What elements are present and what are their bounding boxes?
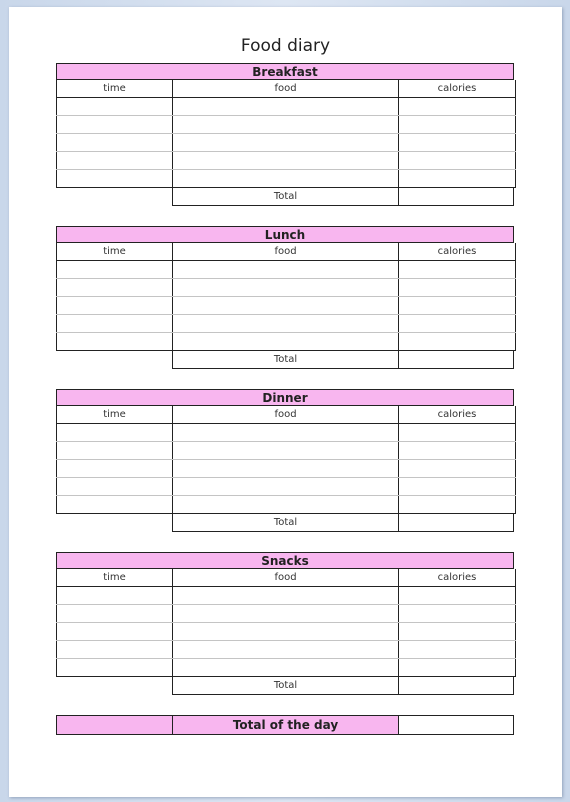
time-cell[interactable] xyxy=(57,297,173,315)
day-total-spacer xyxy=(57,716,173,734)
column-header-calories: calories xyxy=(399,406,516,424)
food-cell[interactable] xyxy=(173,279,399,297)
food-cell[interactable] xyxy=(173,496,399,514)
food-cell[interactable] xyxy=(173,641,399,659)
food-cell[interactable] xyxy=(173,460,399,478)
calories-cell[interactable] xyxy=(399,170,516,188)
calories-cell[interactable] xyxy=(399,641,516,659)
table-row xyxy=(57,587,516,605)
food-cell[interactable] xyxy=(173,297,399,315)
food-cell[interactable] xyxy=(173,315,399,333)
table-row xyxy=(57,641,516,659)
column-header-time: time xyxy=(57,406,173,424)
column-header-time: time xyxy=(57,569,173,587)
section-header: Lunch xyxy=(56,226,514,243)
time-cell[interactable] xyxy=(57,424,173,442)
time-cell[interactable] xyxy=(57,261,173,279)
section-lunch xyxy=(56,226,514,369)
food-cell[interactable] xyxy=(173,424,399,442)
total-row xyxy=(172,677,514,695)
section-header: Breakfast xyxy=(56,63,514,80)
section-breakfast xyxy=(56,63,514,206)
time-cell[interactable] xyxy=(57,478,173,496)
calories-cell[interactable] xyxy=(399,424,516,442)
calories-cell[interactable] xyxy=(399,496,516,514)
time-cell[interactable] xyxy=(57,170,173,188)
time-cell[interactable] xyxy=(57,605,173,623)
time-cell[interactable] xyxy=(57,152,173,170)
time-cell[interactable] xyxy=(57,587,173,605)
table-row xyxy=(57,623,516,641)
meal-table xyxy=(56,406,516,514)
table-row xyxy=(57,442,516,460)
column-header-time: time xyxy=(57,243,173,261)
total-value-cell[interactable] xyxy=(399,514,513,531)
food-cell[interactable] xyxy=(173,152,399,170)
total-label: Total xyxy=(173,351,399,368)
table-row xyxy=(57,98,516,116)
calories-cell[interactable] xyxy=(399,116,516,134)
meal-table xyxy=(56,243,516,351)
calories-cell[interactable] xyxy=(399,659,516,677)
section-snacks xyxy=(56,552,514,695)
day-total-row xyxy=(56,715,514,735)
time-cell[interactable] xyxy=(57,641,173,659)
calories-cell[interactable] xyxy=(399,134,516,152)
table-row xyxy=(57,460,516,478)
total-value-cell[interactable] xyxy=(399,188,513,205)
column-header-food: food xyxy=(173,406,399,424)
food-cell[interactable] xyxy=(173,134,399,152)
table-row xyxy=(57,297,516,315)
time-cell[interactable] xyxy=(57,98,173,116)
total-label: Total xyxy=(173,514,399,531)
table-row xyxy=(57,261,516,279)
calories-cell[interactable] xyxy=(399,442,516,460)
total-value-cell[interactable] xyxy=(399,677,513,694)
time-cell[interactable] xyxy=(57,659,173,677)
time-cell[interactable] xyxy=(57,442,173,460)
time-cell[interactable] xyxy=(57,315,173,333)
calories-cell[interactable] xyxy=(399,623,516,641)
time-cell[interactable] xyxy=(57,134,173,152)
table-row xyxy=(57,605,516,623)
table-row xyxy=(57,659,516,677)
table-row xyxy=(57,134,516,152)
total-value-cell[interactable] xyxy=(399,351,513,368)
column-header-food: food xyxy=(173,80,399,98)
total-row xyxy=(172,188,514,206)
time-cell[interactable] xyxy=(57,623,173,641)
column-header-time: time xyxy=(57,80,173,98)
calories-cell[interactable] xyxy=(399,152,516,170)
day-total-label: Total of the day xyxy=(173,716,399,734)
column-header-calories: calories xyxy=(399,80,516,98)
calories-cell[interactable] xyxy=(399,587,516,605)
total-label: Total xyxy=(173,188,399,205)
table-row xyxy=(57,496,516,514)
total-row xyxy=(172,514,514,532)
calories-cell[interactable] xyxy=(399,261,516,279)
calories-cell[interactable] xyxy=(399,460,516,478)
food-cell[interactable] xyxy=(173,170,399,188)
column-header-calories: calories xyxy=(399,243,516,261)
time-cell[interactable] xyxy=(57,333,173,351)
meal-table xyxy=(56,80,516,188)
food-cell[interactable] xyxy=(173,116,399,134)
calories-cell[interactable] xyxy=(399,279,516,297)
food-cell[interactable] xyxy=(173,333,399,351)
page xyxy=(9,7,562,797)
table-row xyxy=(57,315,516,333)
food-cell[interactable] xyxy=(173,659,399,677)
section-dinner xyxy=(56,389,514,532)
meal-table xyxy=(56,569,516,677)
calories-cell[interactable] xyxy=(399,315,516,333)
calories-cell[interactable] xyxy=(399,333,516,351)
table-row xyxy=(57,424,516,442)
calories-cell[interactable] xyxy=(399,297,516,315)
time-cell[interactable] xyxy=(57,279,173,297)
calories-cell[interactable] xyxy=(399,98,516,116)
food-cell[interactable] xyxy=(173,605,399,623)
column-header-calories: calories xyxy=(399,569,516,587)
food-cell[interactable] xyxy=(173,478,399,496)
table-row xyxy=(57,478,516,496)
table-row xyxy=(57,279,516,297)
food-cell[interactable] xyxy=(173,261,399,279)
document-title: Food diary xyxy=(240,36,331,56)
column-header-food: food xyxy=(173,569,399,587)
section-header: Snacks xyxy=(56,552,514,569)
time-cell[interactable] xyxy=(57,116,173,134)
day-total-value-cell[interactable] xyxy=(399,716,513,734)
food-cell[interactable] xyxy=(173,587,399,605)
time-cell[interactable] xyxy=(57,496,173,514)
table-row xyxy=(57,333,516,351)
food-cell[interactable] xyxy=(173,442,399,460)
column-header-food: food xyxy=(173,243,399,261)
section-header: Dinner xyxy=(56,389,514,406)
calories-cell[interactable] xyxy=(399,478,516,496)
food-cell[interactable] xyxy=(173,98,399,116)
table-row xyxy=(57,170,516,188)
table-row xyxy=(57,152,516,170)
time-cell[interactable] xyxy=(57,460,173,478)
table-row xyxy=(57,116,516,134)
total-label: Total xyxy=(173,677,399,694)
food-cell[interactable] xyxy=(173,623,399,641)
calories-cell[interactable] xyxy=(399,605,516,623)
total-row xyxy=(172,351,514,369)
